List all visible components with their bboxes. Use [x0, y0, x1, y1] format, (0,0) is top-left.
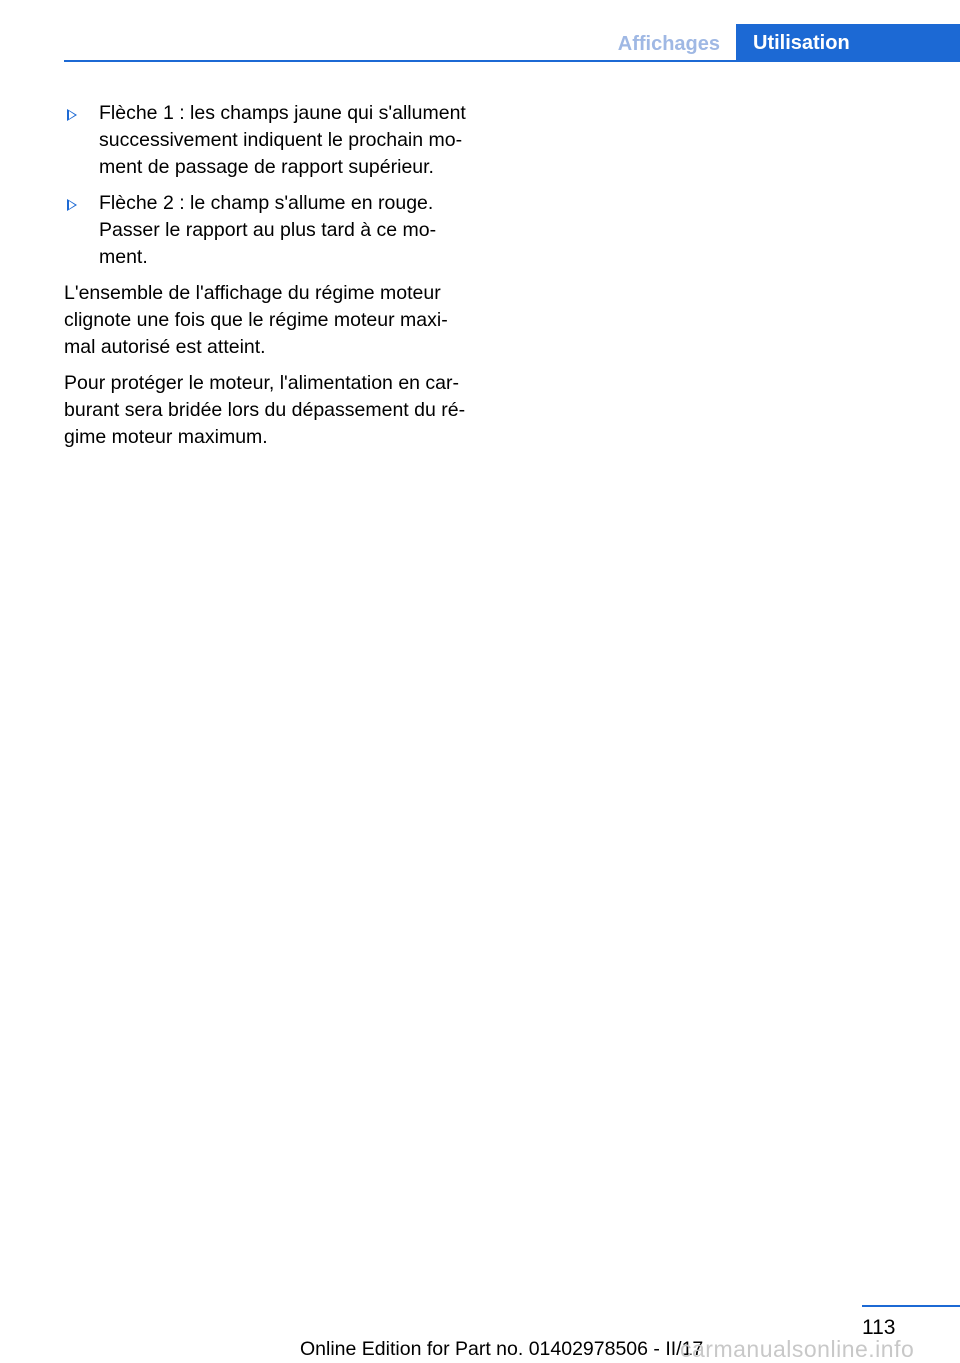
watermark: carmanualsonline.info: [680, 1336, 915, 1362]
chapter-tab[interactable]: [736, 24, 960, 62]
chapter-tab-label: Utilisation: [753, 31, 850, 54]
arrow-bullet-icon: [67, 199, 77, 211]
list-item-text: Flèche 2 : le champ s'allume en rouge. Passer le rapport au plus tard à ce mo‐ ment.: [99, 192, 437, 268]
list-item-text: Flèche 1 : les champs jaune qui s'allument successivement indiquent le prochain mo‐ ment de passage de rapport supérieur.: [99, 102, 466, 178]
list-item: [64, 190, 478, 271]
arrow-bullet-icon: [67, 109, 77, 121]
section-tab-label: Affichages: [617, 32, 720, 55]
footer-rule: [862, 1305, 960, 1307]
list-item: [64, 100, 478, 181]
page-number: 113: [862, 1316, 896, 1339]
paragraph: L'ensemble de l'affichage du régime moteur clignote une fois que le régime moteur maxi‐ mal autorisé est atteint.: [64, 282, 448, 358]
paragraph: Pour protéger le moteur, l'alimentation en car‐ burant sera bridée lors du dépassement du ré‐ gime moteur maximum.: [64, 372, 466, 448]
edition-text: Online Edition for Part no. 01402978506 - II/17: [300, 1338, 704, 1360]
page-content: [64, 100, 478, 460]
section-tab[interactable]: [600, 28, 736, 60]
